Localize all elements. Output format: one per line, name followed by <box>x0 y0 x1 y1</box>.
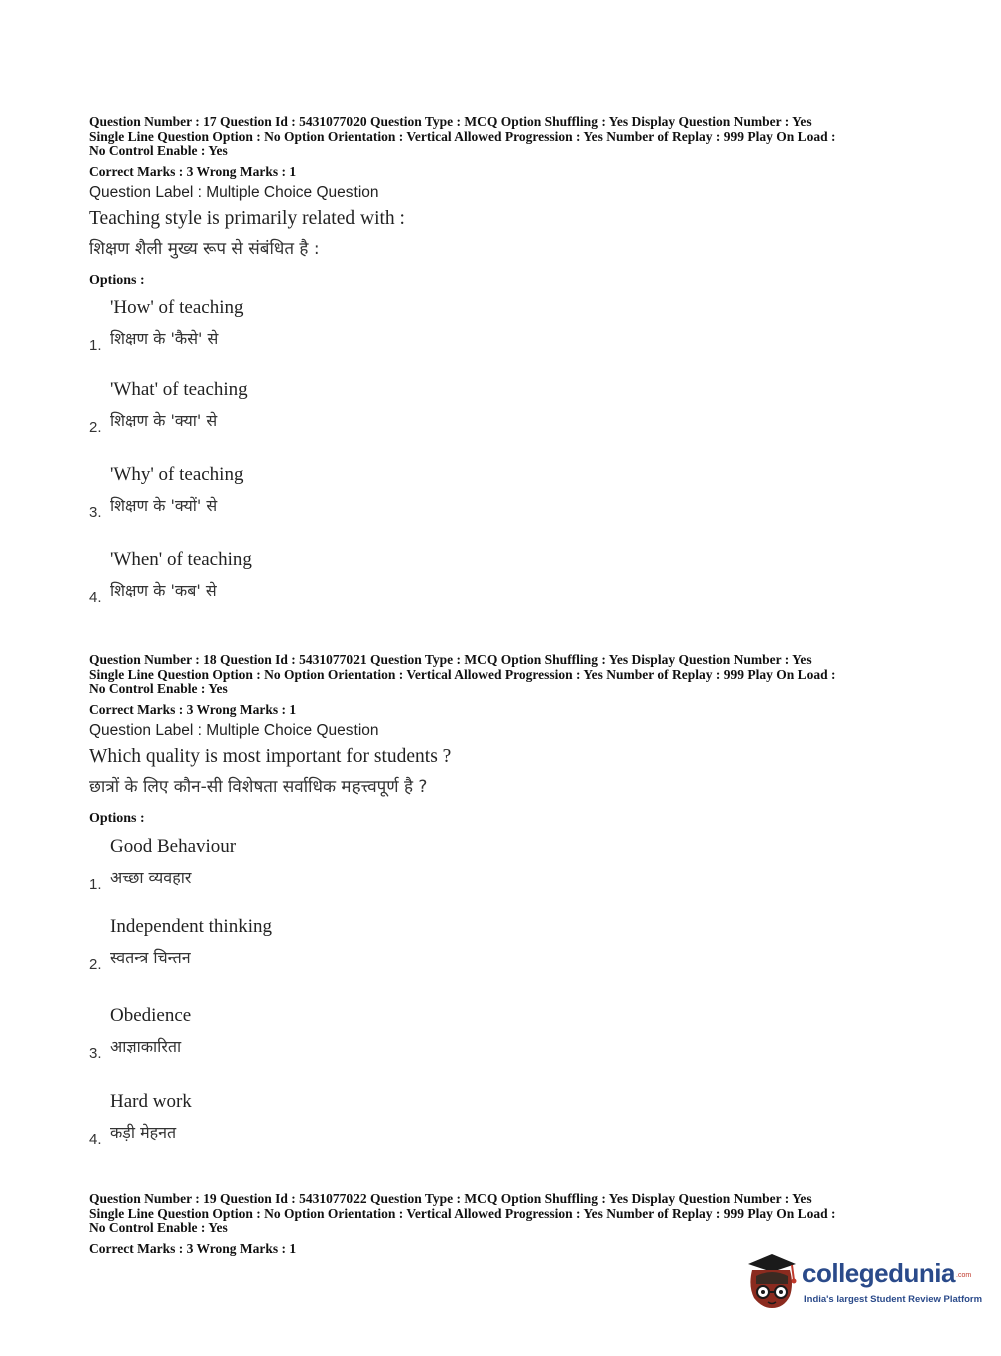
option-number: 2. <box>89 955 102 973</box>
option-text-hindi: स्वतन्त्र चिन्तन <box>110 947 191 967</box>
question-marks: Correct Marks : 3 Wrong Marks : 1 <box>89 1240 297 1256</box>
question-text-hindi: छात्रों के लिए कौन-सी विशेषता सर्वाधिक महत्त्वपूर्ण है ? <box>89 776 428 797</box>
logo-wordmark: collegedunia <box>802 1258 955 1288</box>
options-heading: Options : <box>89 810 145 826</box>
option-2 <box>89 916 489 986</box>
option-number: 4. <box>89 1130 102 1148</box>
option-text-english: 'How' of teaching <box>110 296 244 318</box>
option-number: 2. <box>89 418 102 436</box>
option-3 <box>89 464 489 534</box>
question-meta-line2: Single Line Question Option : No Option Orientation : Vertical Allowed Progression : Yes Number of Replay : 999 Play On Load : <box>89 666 836 682</box>
question-meta-line3: No Control Enable : Yes <box>89 681 228 696</box>
question-meta-line1: Question Number : 18 Question Id : 5431077021 Question Type : MCQ Option Shuffling : Yes Display Question Number : Yes <box>89 652 812 667</box>
question-meta-line3: No Control Enable : Yes <box>89 1220 228 1235</box>
question-meta-line1: Question Number : 19 Question Id : 5431077022 Question Type : MCQ Option Shuffling : Yes Display Question Number : Yes <box>89 1191 812 1206</box>
option-text-hindi: शिक्षण के 'कब' से <box>110 580 217 600</box>
logo-tagline: India's largest Student Review Platform <box>804 1294 983 1305</box>
question-meta-line3: No Control Enable : Yes <box>89 143 228 158</box>
options-heading: Options : <box>89 272 145 288</box>
option-number: 1. <box>89 336 102 354</box>
question-meta-line2: Single Line Question Option : No Option Orientation : Vertical Allowed Progression : Yes Number of Replay : 999 Play On Load : <box>89 128 836 144</box>
question-label: Question Label : Multiple Choice Question <box>89 721 379 739</box>
question-marks: Correct Marks : 3 Wrong Marks : 1 <box>89 701 297 717</box>
option-number: 4. <box>89 588 102 606</box>
option-text-english: 'What' of teaching <box>110 378 248 400</box>
option-text-hindi: आज्ञाकारिता <box>110 1036 182 1056</box>
question-marks: Correct Marks : 3 Wrong Marks : 1 <box>89 163 297 179</box>
question-text-english: Teaching style is primarily related with : <box>89 207 405 229</box>
option-number: 3. <box>89 1044 102 1062</box>
option-3 <box>89 1005 489 1075</box>
option-1 <box>89 836 489 906</box>
question-19 <box>89 1192 919 1256</box>
option-4 <box>89 549 489 619</box>
option-2 <box>89 379 489 449</box>
question-meta-line1: Question Number : 17 Question Id : 5431077020 Question Type : MCQ Option Shuffling : Yes Display Question Number : Yes <box>89 114 812 129</box>
option-number: 3. <box>89 503 102 521</box>
option-text-hindi: कड़ी मेहनत <box>110 1122 177 1142</box>
logo-domain-suffix: .com <box>956 1272 972 1279</box>
student-mascot-icon <box>742 1250 800 1314</box>
option-text-english: Hard work <box>110 1090 192 1112</box>
option-4 <box>89 1091 489 1161</box>
question-meta-line2: Single Line Question Option : No Option Orientation : Vertical Allowed Progression : Yes Number of Replay : 999 Play On Load : <box>89 1205 836 1221</box>
question-18 <box>89 652 919 1148</box>
question-17 <box>89 114 919 606</box>
option-1 <box>89 297 489 367</box>
question-text-hindi: शिक्षण शैली मुख्य रूप से संबंधित है : <box>89 238 320 259</box>
option-text-english: Independent thinking <box>110 915 272 937</box>
option-text-hindi: शिक्षण के 'क्या' से <box>110 410 218 430</box>
option-text-english: 'Why' of teaching <box>110 463 244 485</box>
option-number: 1. <box>89 875 102 893</box>
option-text-hindi: शिक्षण के 'क्यों' से <box>110 495 218 515</box>
option-text-english: Obedience <box>110 1004 192 1026</box>
option-text-hindi: अच्छा व्यवहार <box>110 867 192 887</box>
option-text-english: 'When' of teaching <box>110 548 252 570</box>
question-text-english: Which quality is most important for students ? <box>89 745 452 767</box>
collegedunia-logo <box>742 1250 983 1314</box>
question-label: Question Label : Multiple Choice Question <box>89 183 379 201</box>
option-text-english: Good Behaviour <box>110 835 237 857</box>
option-text-hindi: शिक्षण के 'कैसे' से <box>110 328 219 348</box>
